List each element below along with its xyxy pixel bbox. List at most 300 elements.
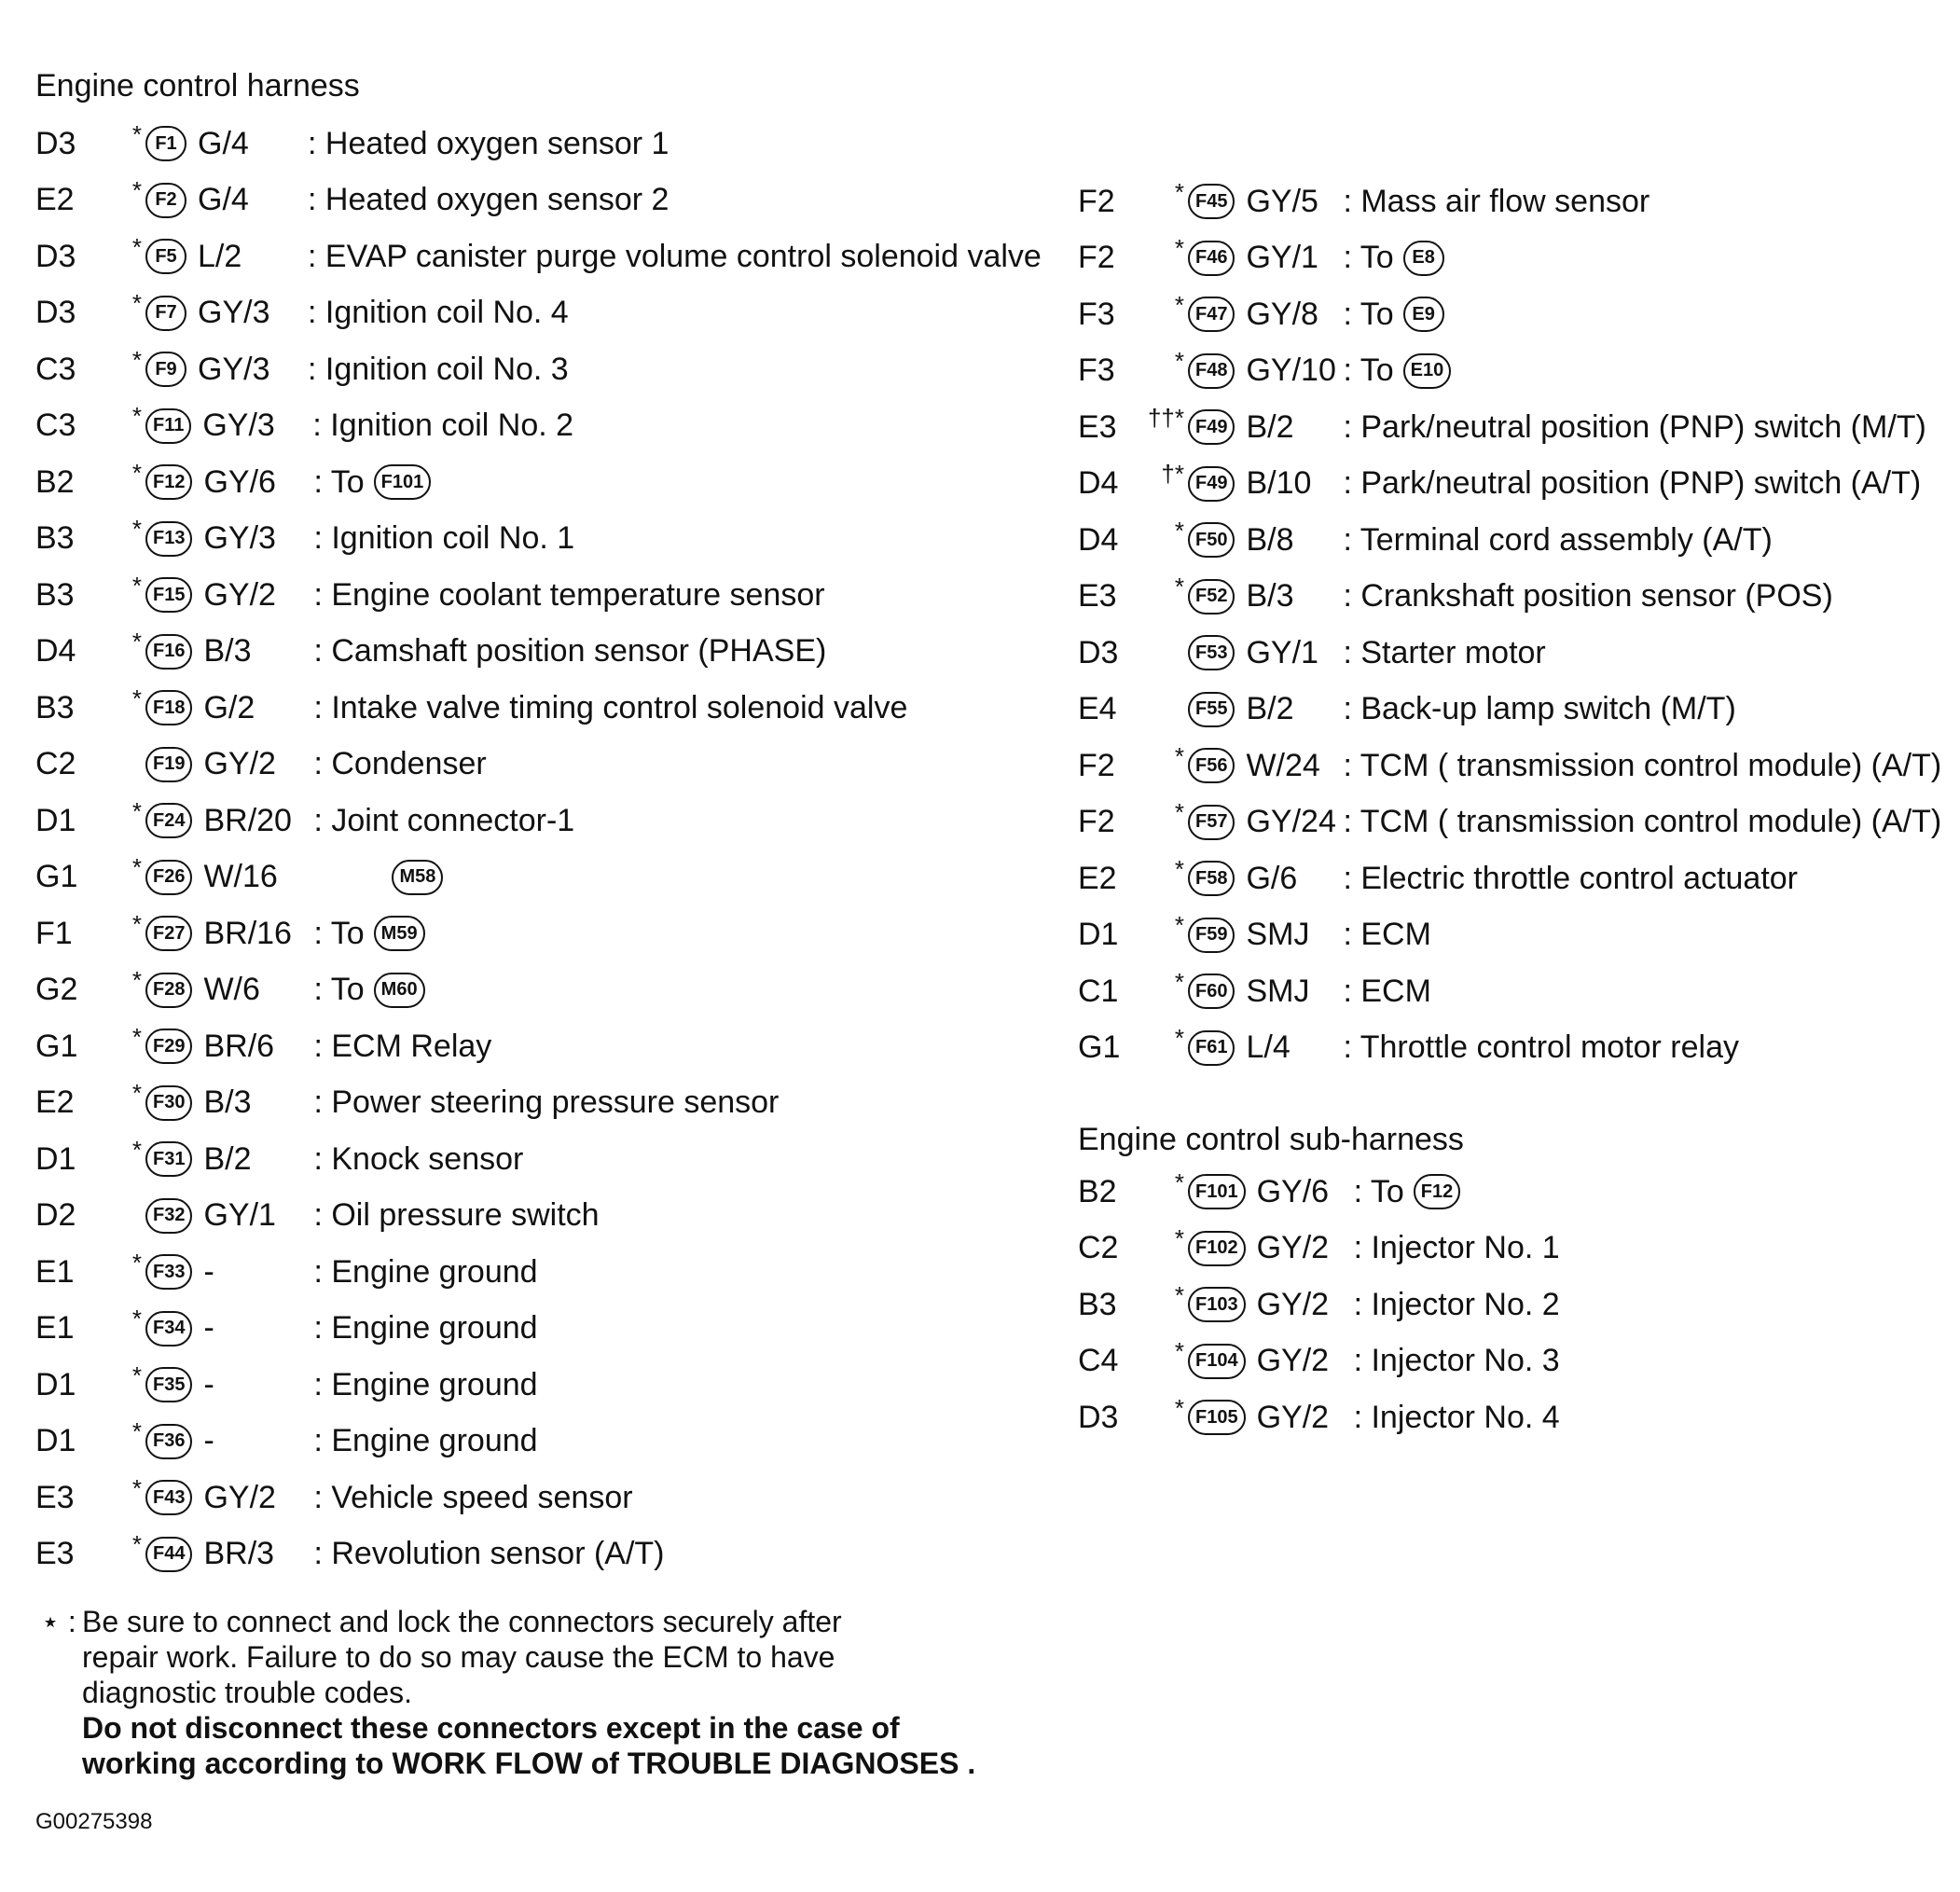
connector-row: [35, 624, 1042, 681]
grid-location: B3: [1078, 1286, 1117, 1322]
connector-id-badge: F28: [145, 973, 192, 1008]
connector-row: [35, 1131, 1042, 1188]
target-connector-badge: F101: [374, 464, 432, 500]
grid-location: C4: [1078, 1343, 1119, 1379]
lock-mark: *: [1174, 1024, 1184, 1053]
grid-location: D1: [35, 802, 76, 838]
wire-color-pins: GY/1: [1246, 634, 1318, 670]
lock-mark: *: [1174, 234, 1184, 263]
lock-mark: *: [1174, 798, 1184, 827]
connector-description: : To: [313, 972, 365, 1008]
lock-mark: *: [1174, 741, 1184, 770]
connector-description: : Injector No. 1: [1353, 1230, 1560, 1266]
connector-row: [1078, 963, 1954, 1020]
connector-description: : Injector No. 4: [1353, 1399, 1560, 1435]
lock-mark: *: [1174, 347, 1184, 376]
connector-description: : Engine ground: [313, 1366, 538, 1402]
connector-description: : ECM: [1343, 973, 1431, 1009]
connector-row: [35, 285, 1042, 342]
grid-location: E2: [35, 1084, 75, 1121]
lock-mark: *: [131, 402, 142, 431]
section-title-sub-harness: Engine control sub-harness: [1078, 1122, 1464, 1157]
connector-row: [35, 341, 1042, 398]
connector-row: [35, 1526, 1042, 1583]
lock-mark: *: [1174, 911, 1184, 940]
wire-color-pins: GY/2: [203, 576, 276, 613]
wire-color-pins: GY/1: [203, 1197, 276, 1234]
connector-id-badge: F102: [1188, 1231, 1246, 1266]
connector-description: : Engine ground: [313, 1253, 538, 1290]
connector-list-left: [35, 116, 1042, 1582]
wire-color-pins: GY/24: [1246, 804, 1336, 840]
connector-id-badge: F105: [1188, 1400, 1246, 1435]
lock-mark: *: [1174, 1337, 1184, 1366]
connector-description: : Crankshaft position sensor (POS): [1343, 578, 1833, 615]
connector-id-badge: F59: [1188, 918, 1235, 953]
grid-location: G1: [1078, 1029, 1121, 1066]
connector-row: [1078, 399, 1954, 456]
grid-location: B2: [35, 463, 75, 500]
wire-color-pins: W/24: [1246, 747, 1320, 783]
grid-location: D3: [35, 125, 76, 161]
connector-id-badge: F61: [1188, 1030, 1235, 1066]
lock-mark: *: [131, 1473, 142, 1502]
wire-color-pins: G/6: [1246, 860, 1298, 896]
wire-color-pins: GY/3: [198, 295, 270, 331]
lock-mark: *: [1174, 1280, 1184, 1309]
connector-description: : To: [1343, 296, 1394, 332]
target-connector-badge: E9: [1403, 297, 1444, 332]
wire-color-pins: GY/2: [1256, 1286, 1330, 1322]
connector-row: [35, 680, 1042, 737]
grid-location: E3: [1078, 578, 1117, 615]
connector-description: : To: [313, 463, 365, 500]
connector-id-badge: F30: [145, 1085, 192, 1121]
right-column: [1078, 173, 1954, 1446]
note-bold-line-2: working according to WORK FLOW of TROUBLE DIAGNOSES .: [82, 1747, 976, 1780]
connector-id-badge: F50: [1188, 522, 1235, 558]
connector-description: : Joint connector-1: [313, 802, 575, 838]
connector-id-badge: F36: [145, 1424, 192, 1459]
connector-row: [1078, 794, 1954, 851]
connector-id-badge: F24: [145, 803, 192, 838]
grid-location: D4: [1078, 521, 1119, 558]
connector-row: [1078, 907, 1954, 964]
connector-description: : Electric throttle control actuator: [1343, 860, 1799, 896]
grid-location: F2: [1078, 240, 1115, 276]
connector-id-badge: F104: [1188, 1344, 1246, 1379]
connector-id-badge: F15: [145, 577, 192, 613]
connector-description: : Knock sensor: [313, 1140, 524, 1177]
lock-mark: *: [131, 232, 142, 261]
lock-mark: *: [1174, 854, 1184, 883]
lock-mark: *: [131, 684, 142, 712]
lock-mark: *: [131, 966, 142, 995]
connector-description: : ECM: [1343, 917, 1431, 953]
wire-color-pins: BR/6: [203, 1028, 275, 1064]
connector-description: : Throttle control motor relay: [1343, 1029, 1740, 1066]
connector-description: : Oil pressure switch: [313, 1197, 600, 1234]
connector-id-badge: F43: [145, 1480, 192, 1515]
connector-description: : To: [1353, 1173, 1404, 1209]
lock-mark: *: [131, 119, 142, 148]
lock-mark: *: [131, 515, 142, 544]
connector-row: [35, 567, 1042, 624]
wire-color-pins: G/4: [198, 182, 249, 218]
connector-description: : Mass air flow sensor: [1343, 183, 1650, 219]
connector-row: [35, 116, 1042, 173]
connector-id-badge: F7: [145, 296, 186, 331]
wire-color-pins: G/4: [198, 125, 249, 161]
connector-id-badge: F49: [1188, 466, 1235, 502]
lock-mark: *: [131, 1417, 142, 1446]
connector-row: [35, 511, 1042, 568]
wire-color-pins: SMJ: [1246, 973, 1310, 1009]
connector-description: : Heated oxygen sensor 2: [308, 182, 669, 218]
grid-location: B3: [35, 689, 75, 725]
wire-color-pins: GY/2: [203, 1479, 276, 1515]
target-connector-badge: E8: [1403, 241, 1444, 276]
connector-row: [35, 398, 1042, 455]
grid-location: D1: [35, 1423, 76, 1459]
grid-location: E3: [1078, 408, 1117, 445]
wire-color-pins: GY/2: [203, 746, 276, 782]
connector-row: [1078, 286, 1954, 343]
connector-row: [35, 1188, 1042, 1245]
connector-row: [35, 228, 1042, 285]
grid-location: F3: [1078, 296, 1115, 332]
connector-id-badge: F34: [145, 1311, 192, 1346]
grid-location: D4: [35, 633, 76, 670]
connector-row: [35, 1244, 1042, 1301]
connector-description: : Engine coolant temperature sensor: [313, 576, 825, 613]
lock-mark: *: [1174, 967, 1184, 996]
grid-location: D2: [35, 1197, 76, 1234]
wire-color-pins: L/4: [1246, 1029, 1291, 1066]
wire-color-pins: -: [203, 1253, 214, 1290]
grid-location: D3: [35, 238, 76, 274]
connector-row: [35, 737, 1042, 794]
wire-color-pins: SMJ: [1246, 917, 1310, 953]
connector-id-badge: F101: [1188, 1174, 1246, 1209]
lock-mark: *: [131, 571, 142, 600]
connector-description: : To: [1343, 352, 1394, 389]
lock-mark: *: [1174, 1224, 1184, 1253]
target-connector-badge: E10: [1403, 353, 1452, 389]
connector-row: [1078, 569, 1954, 626]
grid-location: B2: [1078, 1173, 1117, 1209]
wire-color-pins: B/10: [1246, 465, 1312, 502]
lock-mark: *: [131, 1305, 142, 1333]
grid-location: C3: [35, 407, 76, 444]
section-title-engine-control-harness: Engine control harness: [35, 68, 360, 104]
lock-mark: *: [131, 1079, 142, 1108]
grid-location: C2: [1078, 1230, 1119, 1266]
grid-location: E3: [35, 1479, 75, 1515]
wire-color-pins: GY/2: [1256, 1230, 1330, 1266]
lock-mark: *: [131, 1530, 142, 1559]
connector-description: : Park/neutral position (PNP) switch (A/T): [1343, 465, 1922, 502]
grid-location: E1: [35, 1310, 75, 1346]
connector-id-badge: F48: [1188, 353, 1235, 389]
connector-description: : Camshaft position sensor (PHASE): [313, 633, 827, 670]
lock-mark: *: [131, 176, 142, 205]
connector-row: [1078, 1020, 1954, 1077]
lock-mark: *: [1174, 516, 1184, 545]
connector-id-badge: F46: [1188, 241, 1235, 276]
connector-row: [1078, 230, 1954, 287]
wire-color-pins: GY/6: [203, 463, 276, 500]
grid-location: D1: [1078, 917, 1119, 953]
connector-row: [1078, 625, 1954, 682]
connector-id-badge: F18: [145, 690, 192, 725]
connector-row: [35, 173, 1042, 229]
connector-row: [35, 849, 1042, 906]
connector-row: [1078, 738, 1954, 794]
connector-description: : Heated oxygen sensor 1: [308, 125, 669, 161]
target-connector-badge: F12: [1414, 1174, 1460, 1209]
connector-description: : To: [1343, 240, 1394, 276]
connector-description: : Ignition coil No. 3: [308, 351, 569, 387]
connector-id-badge: F52: [1188, 579, 1235, 615]
grid-location: D1: [35, 1140, 76, 1177]
connector-description: : Injector No. 2: [1353, 1286, 1560, 1322]
wire-color-pins: B/3: [1246, 578, 1294, 615]
connector-description: : Starter motor: [1343, 634, 1546, 670]
connector-id-badge: F2: [145, 183, 186, 218]
grid-location: E1: [35, 1253, 75, 1290]
connector-row: [1078, 343, 1954, 400]
connector-id-badge: F11: [145, 408, 191, 444]
connector-row: [35, 793, 1042, 849]
connector-description: : Vehicle speed sensor: [313, 1479, 633, 1515]
lock-mark: *: [1174, 573, 1184, 601]
grid-location: C1: [1078, 973, 1119, 1009]
lock-mark: *: [131, 1135, 142, 1164]
connector-row: [35, 1357, 1042, 1414]
grid-location: C3: [35, 351, 76, 387]
wire-color-pins: W/16: [203, 859, 278, 895]
lock-mark: *: [1174, 1167, 1184, 1196]
connector-id-badge: F103: [1188, 1287, 1246, 1322]
wire-color-pins: GY/8: [1246, 296, 1318, 332]
connector-id-badge: F45: [1188, 184, 1235, 219]
wire-color-pins: BR/3: [203, 1536, 275, 1572]
wire-color-pins: B/8: [1246, 521, 1294, 558]
connector-row: [1078, 512, 1954, 569]
lock-mark: *: [131, 853, 142, 882]
grid-location: G2: [35, 972, 78, 1008]
connector-row: [35, 1301, 1042, 1358]
connector-id-badge: F32: [145, 1198, 192, 1234]
connector-description: : Revolution sensor (A/T): [313, 1536, 665, 1572]
connector-list-right: [1078, 173, 1954, 1076]
grid-location: E2: [1078, 860, 1117, 896]
grid-location: B3: [35, 576, 75, 613]
lock-mark: *: [131, 796, 142, 825]
connector-id-badge: F26: [145, 860, 192, 895]
connector-row: [35, 1075, 1042, 1132]
connector-id-badge: F1: [145, 126, 186, 161]
wire-color-pins: W/6: [203, 972, 260, 1008]
connector-id-badge: F55: [1188, 692, 1235, 727]
connector-description: : ECM Relay: [313, 1028, 492, 1064]
connector-row: [1078, 173, 1954, 230]
lock-mark: *: [1174, 290, 1184, 319]
wire-color-pins: GY/5: [1246, 183, 1318, 219]
star-mark: ⋆ :: [41, 1605, 76, 1638]
lock-mark: *: [131, 909, 142, 938]
connector-row: [35, 1470, 1042, 1526]
connector-id-badge: F12: [145, 464, 192, 500]
grid-location: B3: [35, 520, 75, 557]
wire-color-pins: -: [203, 1310, 214, 1346]
connector-id-badge: F33: [145, 1254, 192, 1290]
left-column: [35, 56, 1042, 1582]
lock-mark: *: [131, 458, 142, 487]
wire-color-pins: BR/16: [203, 915, 292, 951]
connector-row: [35, 454, 1042, 511]
grid-location: E3: [35, 1536, 75, 1572]
target-connector-badge: M60: [374, 973, 425, 1008]
connector-id-badge: F19: [145, 747, 192, 782]
connector-id-badge: F47: [1188, 297, 1235, 332]
connector-id-badge: F35: [145, 1367, 192, 1402]
note-bold-line-1: Do not disconnect these connectors except in the case of: [82, 1711, 900, 1745]
connector-row: [1078, 1277, 1954, 1333]
connector-description: : To: [313, 915, 365, 951]
wire-color-pins: B/3: [203, 1084, 252, 1121]
wire-color-pins: GY/3: [202, 407, 275, 444]
wire-color-pins: GY/2: [1256, 1399, 1330, 1435]
connector-row: [1078, 1221, 1954, 1277]
connector-id-badge: F31: [145, 1141, 192, 1177]
wire-color-pins: GY/3: [203, 520, 276, 557]
connector-description: : Back-up lamp switch (M/T): [1343, 691, 1736, 727]
connector-row: [35, 1414, 1042, 1471]
grid-location: D3: [1078, 634, 1119, 670]
wire-color-pins: GY/3: [198, 351, 270, 387]
wire-color-pins: B/2: [1246, 691, 1294, 727]
connector-description: : Power steering pressure sensor: [313, 1084, 780, 1121]
connector-id-badge: F27: [145, 916, 192, 951]
target-connector-badge: M58: [392, 860, 443, 895]
connector-id-badge: F44: [145, 1537, 192, 1572]
note-line-1: Be sure to connect and lock the connectors securely after: [82, 1605, 842, 1638]
lock-mark: *: [131, 1360, 142, 1389]
connector-row: [35, 1018, 1042, 1075]
connector-id-badge: F49: [1188, 409, 1235, 445]
connector-row: [1078, 456, 1954, 513]
connector-description: : Injector No. 3: [1353, 1343, 1560, 1379]
wire-color-pins: -: [203, 1423, 214, 1459]
lock-mark: †*: [1161, 460, 1184, 489]
grid-location: D4: [1078, 465, 1119, 502]
wire-color-pins: G/2: [203, 689, 255, 725]
lock-mark: *: [1174, 1393, 1184, 1422]
caution-note: [41, 1604, 1067, 1781]
connector-list-sub-harness: [1078, 1164, 1954, 1446]
connector-description: : TCM ( transmission control module) (A/T): [1343, 747, 1942, 783]
connector-row: [35, 962, 1042, 1019]
wire-color-pins: L/2: [198, 238, 242, 274]
wire-color-pins: GY/6: [1256, 1173, 1330, 1209]
grid-location: G1: [35, 1028, 78, 1064]
connector-description: : EVAP canister purge volume control solenoid valve: [308, 238, 1042, 274]
grid-location: F2: [1078, 183, 1115, 219]
grid-location: F1: [35, 915, 73, 951]
connector-row: [1078, 1389, 1954, 1446]
wire-color-pins: B/2: [203, 1140, 252, 1177]
lock-mark: *: [1174, 177, 1184, 206]
wire-color-pins: GY/10: [1246, 352, 1336, 389]
connector-id-badge: F5: [145, 239, 186, 274]
connector-description: : Intake valve timing control solenoid valve: [313, 689, 908, 725]
connector-description: : Ignition coil No. 1: [313, 520, 575, 557]
grid-location: D3: [35, 295, 76, 331]
figure-id: G00275398: [35, 1809, 153, 1834]
wire-color-pins: -: [203, 1366, 214, 1402]
grid-location: E4: [1078, 691, 1117, 727]
lock-mark: *: [131, 628, 142, 656]
grid-location: C2: [35, 746, 76, 782]
connector-description: : Engine ground: [313, 1423, 538, 1459]
connector-row: [1078, 850, 1954, 907]
connector-id-badge: F16: [145, 634, 192, 670]
connector-row: [1078, 1333, 1954, 1390]
lock-mark: *: [131, 345, 142, 374]
wire-color-pins: GY/2: [1256, 1343, 1330, 1379]
connector-description: : Engine ground: [313, 1310, 538, 1346]
grid-location: D1: [35, 1366, 76, 1402]
grid-location: E2: [35, 182, 75, 218]
lock-mark: *: [131, 289, 142, 318]
wire-color-pins: B/3: [203, 633, 252, 670]
connector-id-badge: F9: [145, 352, 186, 387]
note-line-2: repair work. Failure to do so may cause the ECM to have: [82, 1640, 835, 1674]
wire-color-pins: GY/1: [1246, 240, 1318, 276]
connector-description: : Ignition coil No. 2: [312, 407, 574, 444]
connector-id-badge: F13: [145, 521, 192, 557]
connector-id-badge: F60: [1188, 974, 1235, 1009]
connector-row: [1078, 682, 1954, 739]
connector-id-badge: F58: [1188, 861, 1235, 896]
wire-color-pins: B/2: [1246, 408, 1294, 445]
lock-mark: *: [131, 1248, 142, 1277]
connector-description: : Condenser: [313, 746, 487, 782]
grid-location: F3: [1078, 352, 1115, 389]
connector-description: : Terminal cord assembly (A/T): [1343, 521, 1773, 558]
connector-description: : TCM ( transmission control module) (A/T): [1343, 804, 1942, 840]
grid-location: D3: [1078, 1399, 1119, 1435]
wire-color-pins: BR/20: [203, 802, 292, 838]
note-line-3: diagnostic trouble codes.: [82, 1676, 412, 1709]
connector-id-badge: F29: [145, 1029, 192, 1064]
connector-id-badge: F57: [1188, 805, 1235, 840]
target-connector-badge: M59: [374, 916, 425, 951]
connector-id-badge: F53: [1188, 635, 1235, 670]
grid-location: F2: [1078, 804, 1115, 840]
connector-description: : Park/neutral position (PNP) switch (M/T): [1343, 408, 1926, 445]
connector-row: [35, 905, 1042, 962]
lock-mark: ††*: [1147, 403, 1184, 432]
lock-mark: *: [131, 1022, 142, 1051]
grid-location: G1: [35, 859, 78, 895]
connector-id-badge: F56: [1188, 748, 1235, 783]
grid-location: F2: [1078, 747, 1115, 783]
connector-row: [1078, 1164, 1954, 1221]
connector-description: : Ignition coil No. 4: [308, 295, 569, 331]
